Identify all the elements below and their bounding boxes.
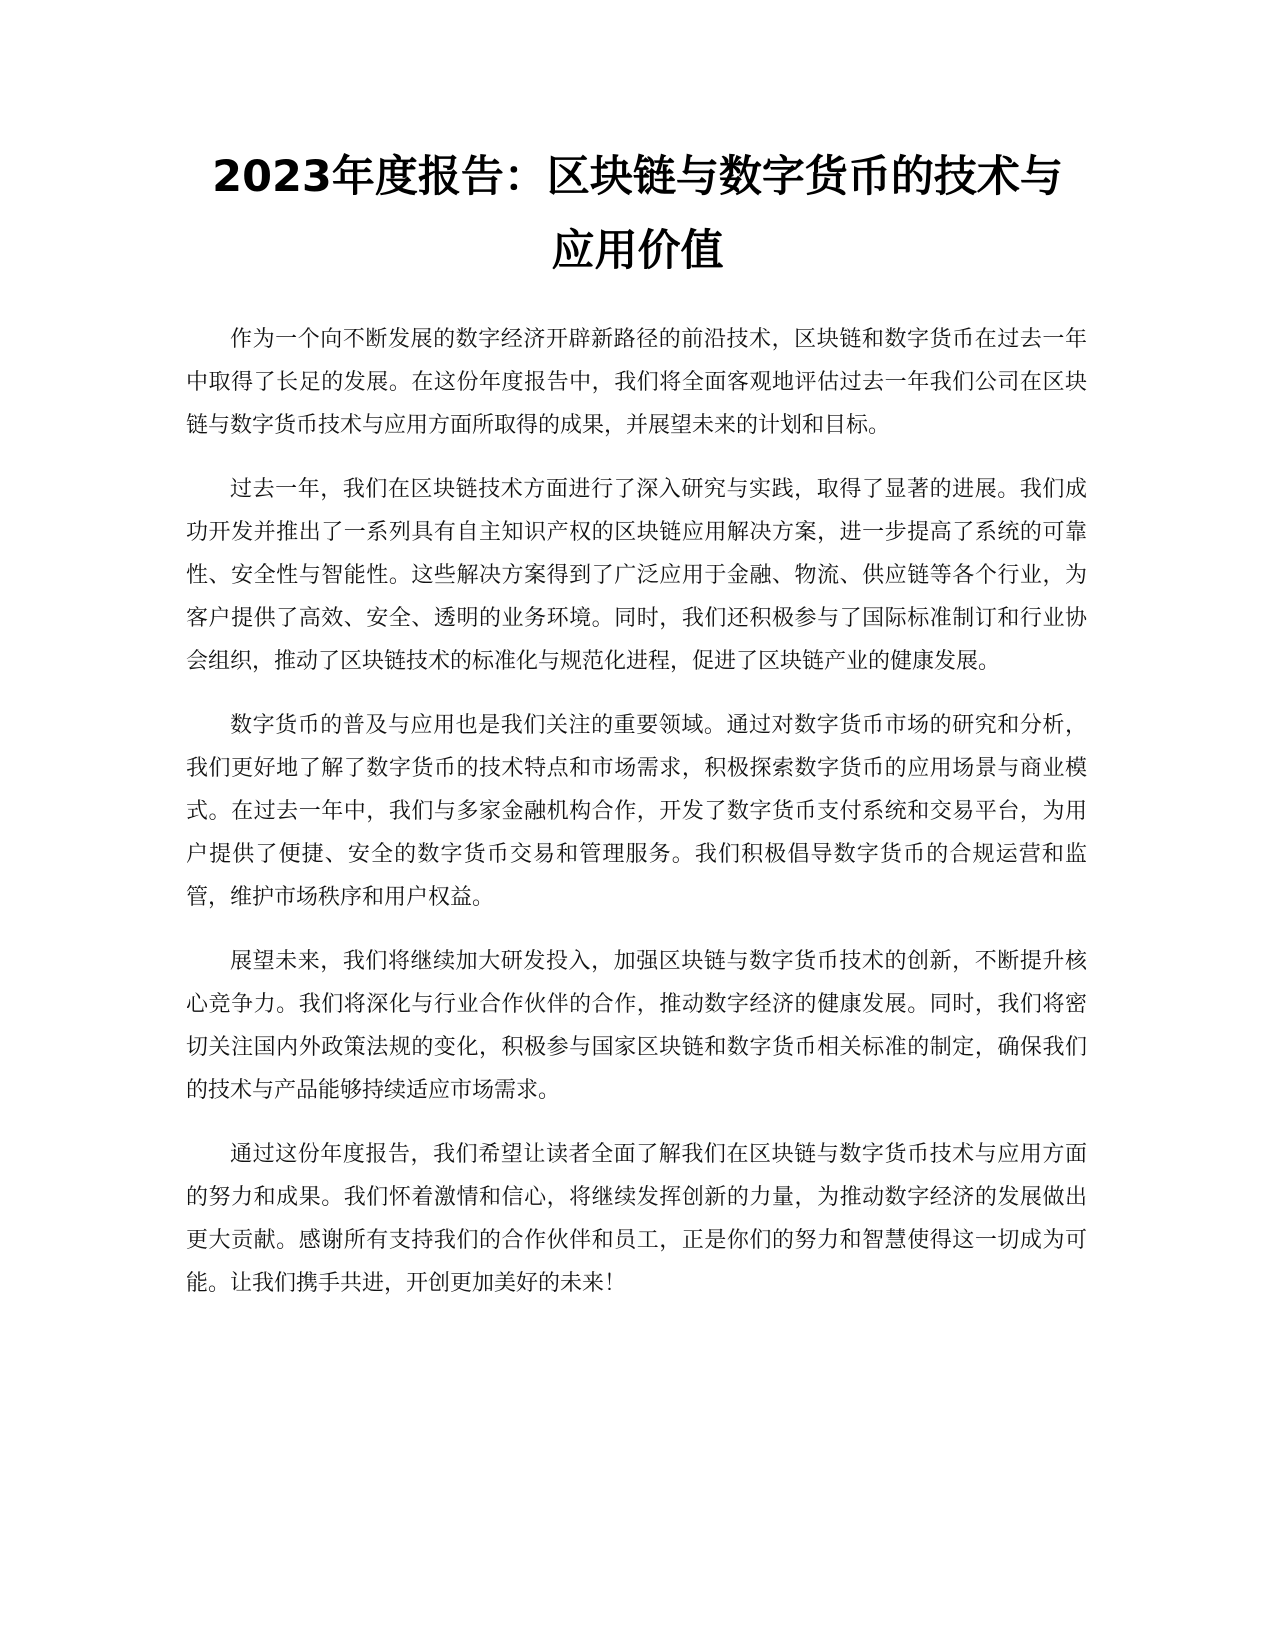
title-line-2: 应用价值 [551, 226, 724, 276]
paragraph-4: 展望未来，我们将继续加大研发投入，加强区块链与数字货币技术的创新，不断提升核心竞争力。我们将深化与行业合作伙伴的合作，推动数字经济的健康发展。同时，我们将密切关注国内外政策法规的变化，积极参与国家区块链和数字货币相关标准的制定，确保我们的技术与产品能够持续适应市场需求。 [186, 949, 1087, 1103]
document-title [150, 140, 1125, 288]
paragraph-2: 过去一年，我们在区块链技术方面进行了深入研究与实践，取得了显著的进展。我们成功开发并推出了一系列具有自主知识产权的区块链应用解决方案，进一步提高了系统的可靠性、安全性与智能性。这些解决方案得到了广泛应用于金融、物流、供应链等各个行业，为客户提供了高效、安全、透明的业务环境。同时，我们还积极参与了国际标准制订和行业协会组织，推动了区块链技术的标准化与规范化进程，促进了区块链产业的健康发展。 [186, 477, 1087, 674]
title-line-1: 2023年度报告：区块链与数字货币的技术与 [212, 152, 1063, 202]
paragraph-1: 作为一个向不断发展的数字经济开辟新路径的前沿技术，区块链和数字货币在过去一年中取得了长足的发展。在这份年度报告中，我们将全面客观地评估过去一年我们公司在区块链与数字货币技术与应用方面所取得的成果，并展望未来的计划和目标。 [186, 327, 1087, 438]
document-body [186, 318, 1087, 1326]
paragraph-3: 数字货币的普及与应用也是我们关注的重要领域。通过对数字货币市场的研究和分析，我们更好地了解了数字货币的技术特点和市场需求，积极探索数字货币的应用场景与商业模式。在过去一年中，我们与多家金融机构合作，开发了数字货币支付系统和交易平台，为用户提供了便捷、安全的数字货币交易和管理服务。我们积极倡导数字货币的合规运营和监管，维护市场秩序和用户权益。 [186, 713, 1087, 910]
paragraph-5: 通过这份年度报告，我们希望让读者全面了解我们在区块链与数字货币技术与应用方面的努力和成果。我们怀着激情和信心，将继续发挥创新的力量，为推动数字经济的发展做出更大贡献。感谢所有支持我们的合作伙伴和员工，正是你们的努力和智慧使得这一切成为可能。让我们携手共进，开创更加美好的未来！ [186, 1142, 1087, 1296]
